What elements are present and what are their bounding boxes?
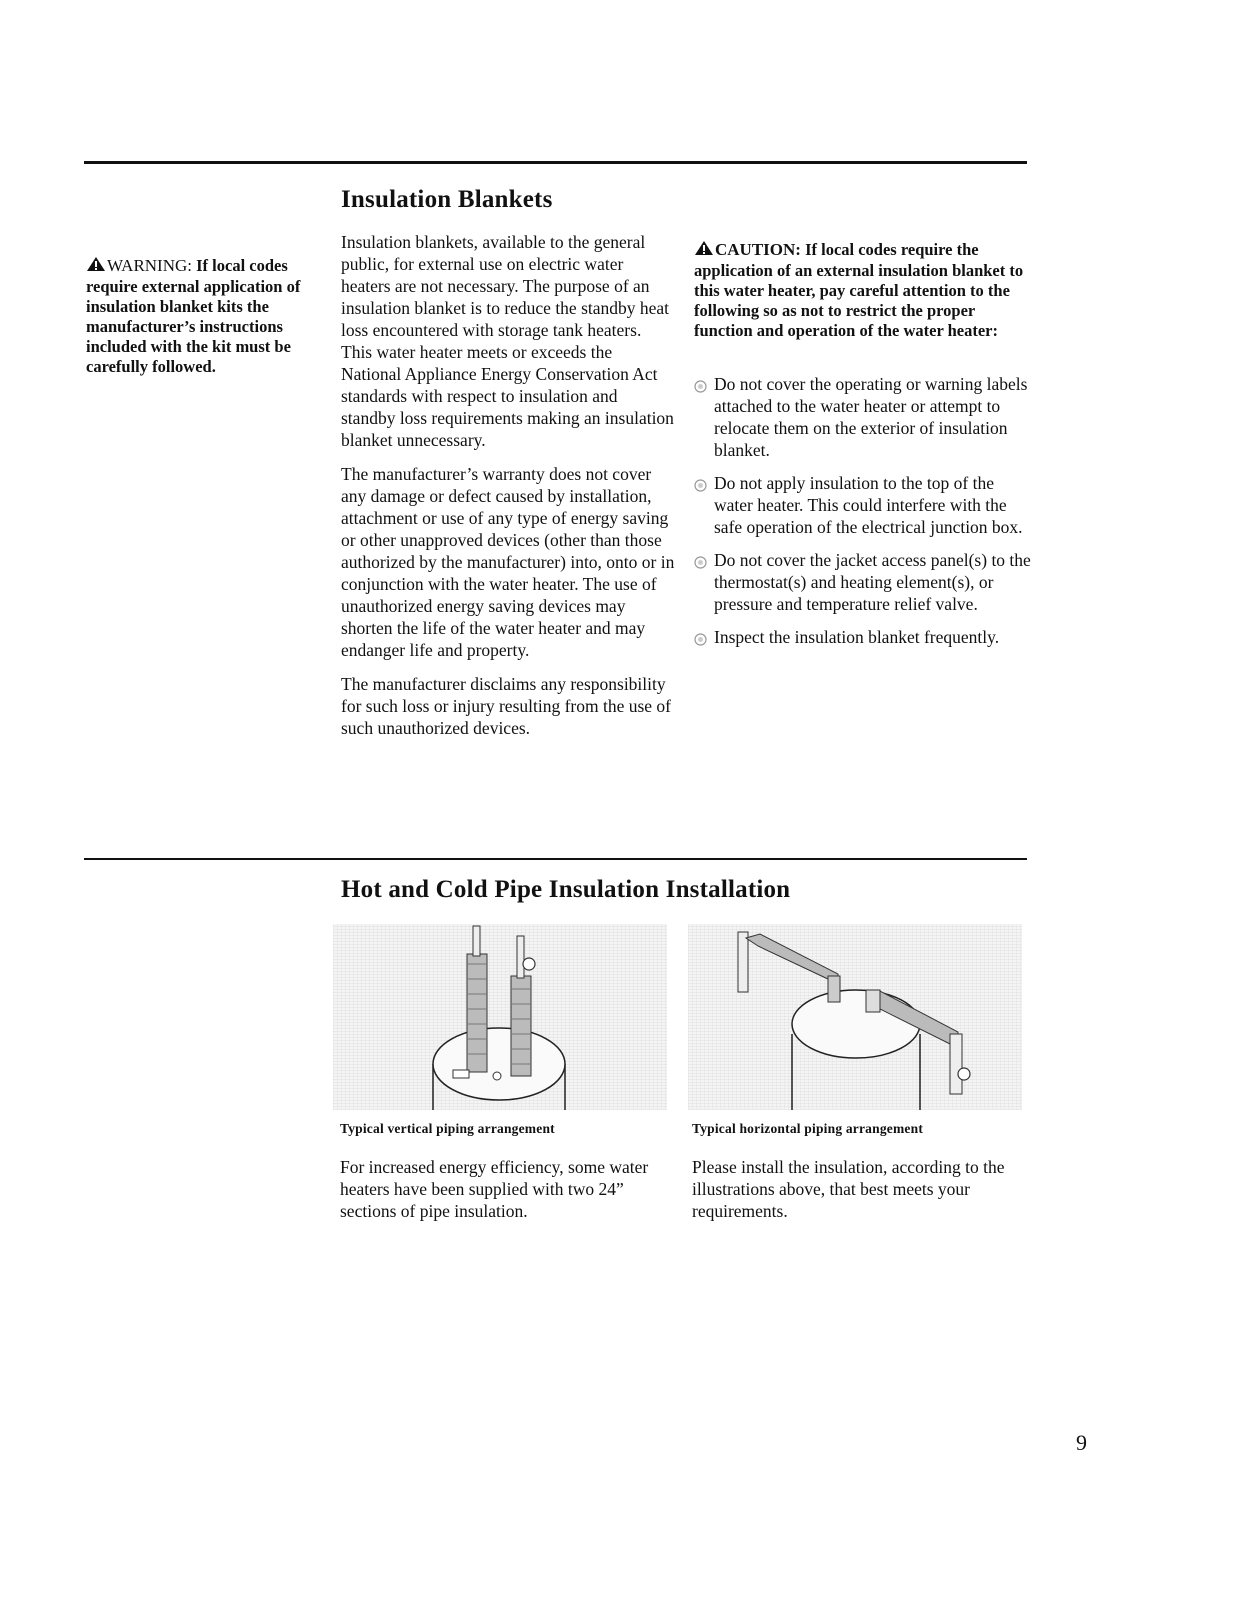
caution-label: CAUTION: (715, 240, 801, 259)
circle-bullet-icon (694, 552, 707, 574)
page-number: 9 (1076, 1430, 1087, 1455)
top-divider-rule (84, 161, 1027, 164)
circle-bullet-icon (694, 475, 707, 497)
caution-note (694, 240, 1034, 341)
vertical-piping-illustration (333, 924, 667, 1110)
pipe-insulation-heading: Hot and Cold Pipe Insulation Installation (341, 876, 791, 903)
warning-triangle-icon (694, 240, 714, 261)
insulation-paragraph: The manufacturer disclaims any responsibility for such loss or injury resulting from the use of such unauthorized devices. (341, 674, 672, 738)
list-item: Do not cover the operating or warning labels attached to the water heater or attempt to relocate them on the exterior of insulation blanket. (694, 373, 1034, 461)
pipe-insulation-paragraph: Please install the insulation, according to the illustrations above, that best meets your requirements. (692, 1157, 1005, 1221)
insulation-paragraph: Insulation blankets, available to the general public, for external use on electric water heaters are not necessary. The purpose of an insulation blanket is to reduce the standby heat loss encountered with storage tank heaters. This water heater meets or exceeds the National Appliance Energy Conservation Act standards with respect to insulation and standby loss requirements making an insulation blanket unnecessary. (341, 232, 674, 450)
vertical-figure-caption: Typical vertical piping arrangement (340, 1121, 555, 1136)
warning-note (86, 256, 321, 377)
horizontal-piping-illustration (688, 924, 1022, 1110)
list-item: Do not cover the jacket access panel(s) to the thermostat(s) and heating element(s), or pressure and temperature relief valve. (694, 549, 1034, 615)
circle-bullet-icon (694, 376, 707, 398)
middle-divider-rule (84, 858, 1027, 860)
insulation-blankets-heading: Insulation Blankets (341, 186, 553, 213)
caution-text: If local codes require the application of an external insulation blanket to this water heater, pay careful attention to the following so as not to restrict the proper function and operation of the water heater: (694, 240, 1024, 340)
list-item: Inspect the insulation blanket frequently. (694, 626, 1034, 648)
insulation-paragraph: The manufacturer’s warranty does not cover any damage or defect caused by installation, attachment or use of any type of energy saving or other unapproved devices (other than those authorized by the manufacturer) into, onto or in conjunction with the water heater. The use of unauthorized energy saving devices may shorten the life of the water heater and may endanger life and property. (341, 464, 675, 660)
circle-bullet-icon (694, 629, 707, 651)
warning-triangle-icon (86, 256, 106, 277)
pipe-insulation-paragraph: For increased energy efficiency, some water heaters have been supplied with two 24” sections of pipe insulation. (340, 1157, 649, 1221)
list-item: Do not apply insulation to the top of the water heater. This could interfere with the safe operation of the electrical junction box. (694, 472, 1034, 538)
warning-text: If local codes require external application of insulation blanket kits the manufacturer’s instructions included with the kit must be carefully followed. (86, 256, 301, 376)
horizontal-figure-caption: Typical horizontal piping arrangement (692, 1121, 924, 1136)
warning-label: WARNING: (107, 256, 192, 275)
caution-bullet-list (694, 373, 1034, 659)
insulation-body-column (341, 231, 676, 751)
